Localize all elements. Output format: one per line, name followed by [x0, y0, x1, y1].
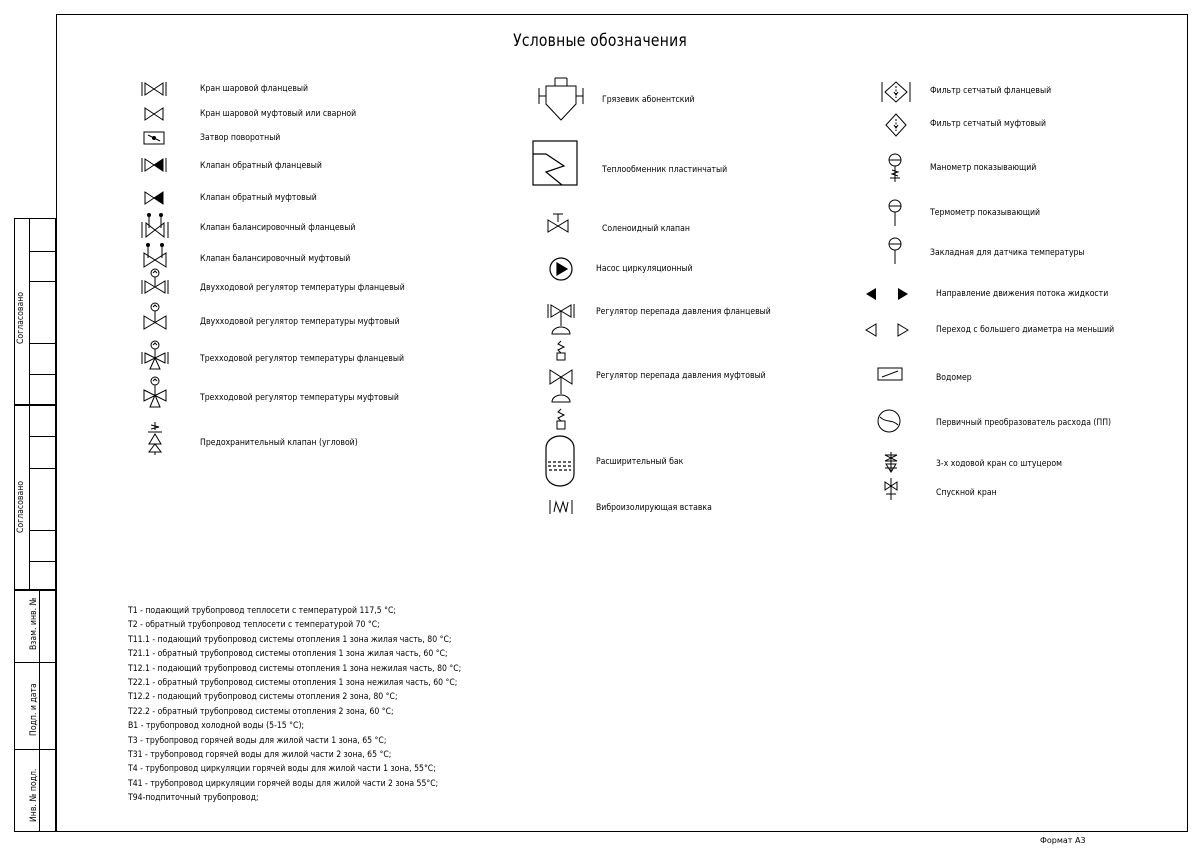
legend-label: Двухходовой регулятор температуры фланцевый — [200, 283, 405, 293]
legend-label: Расширительный бак — [596, 457, 684, 467]
legend-label: Виброизолирующая вставка — [596, 503, 712, 513]
drain-valve-icon — [882, 476, 900, 502]
dirt-trap-icon — [536, 76, 586, 124]
legend-label: Двухходовой регулятор температуры муфтовый — [200, 317, 400, 327]
note-line: Т2 - обратный трубопровод теплосети с температурой 70 °С; — [128, 620, 380, 631]
legend-label: Трехходовой регулятор температуры фланцевый — [200, 354, 404, 364]
legend-label: Переход с большего диаметра на меньший — [936, 325, 1115, 335]
legend-label: Спускной кран — [936, 488, 997, 498]
side-label-approved-1: Согласовано — [16, 292, 26, 344]
note-line: Т3 - трубопровод горячей воды для жилой части 1 зона, 65 °С; — [128, 735, 387, 746]
legend-label: Манометр показывающий — [930, 163, 1037, 173]
circulation-pump-icon — [548, 256, 574, 282]
note-line: В1 - трубопровод холодной воды (5-15 °С); — [128, 721, 305, 732]
three-way-temp-regulator-coupling-icon — [142, 376, 168, 410]
vibration-isolating-insert-icon — [548, 498, 574, 516]
note-line: Т41 - трубопровод циркуляции горячей воды для жилой части 2 зона 55°С; — [128, 778, 439, 789]
coupling-ball-valve-icon — [142, 106, 166, 122]
safety-valve-angle-icon — [144, 420, 166, 456]
three-way-temp-regulator-flanged-icon — [140, 340, 170, 372]
legend-label: Предохранительный клапан (угловой) — [200, 438, 358, 448]
legend-label: Кран шаровой муфтовый или сварной — [200, 109, 357, 119]
legend-label: Насос циркуляционный — [596, 264, 693, 274]
note-line: Т22.1 - обратный трубопровод системы отопления 1 зона нежилая часть, 60 °С; — [128, 678, 458, 689]
note-line: Т31 - трубопровод горячей воды для жилой части 2 зона, 65 °С; — [128, 750, 392, 761]
solenoid-valve-icon — [546, 212, 570, 234]
legend-label: Клапан обратный муфтовый — [200, 193, 317, 203]
three-way-valve-fitting-icon — [882, 450, 900, 474]
diff-pressure-regulator-flanged-icon — [544, 300, 578, 362]
side-label-replace-inv: Взам. инв. № — [29, 597, 39, 650]
sheet-format: Формат А3 — [1040, 836, 1086, 845]
legend-label: Первичный преобразователь расхода (ПП) — [936, 418, 1112, 428]
coupling-check-valve-icon — [142, 190, 166, 206]
mesh-filter-flanged-icon — [880, 80, 912, 104]
thermometer-icon — [884, 198, 906, 228]
legend-label: Термометр показывающий — [930, 208, 1041, 218]
legend-label: Закладная для датчика температуры — [930, 248, 1085, 258]
side-label-sign-date: Подп. и дата — [29, 683, 39, 736]
note-line: Т12.1 - подающий трубопровод системы отопления 1 зона нежилая часть, 80 °С; — [128, 663, 462, 674]
two-way-temp-regulator-coupling-icon — [142, 302, 168, 332]
note-line: Т12.2 - подающий трубопровод системы отопления 2 зона, 80 °С; — [128, 692, 398, 703]
diff-pressure-regulator-coupling-icon — [544, 364, 578, 432]
legend-label: Фильтр сетчатый фланцевый — [930, 86, 1052, 96]
legend-label: Соленоидный клапан — [602, 224, 690, 234]
legend-label: Клапан обратный фланцевый — [200, 161, 322, 171]
legend-label: Фильтр сетчатый муфтовый — [930, 119, 1047, 129]
legend-label: Теплообменник пластинчатый — [602, 165, 728, 175]
note-line: Т94-подпиточный трубопровод; — [128, 793, 259, 804]
coupling-balancing-valve-icon — [140, 242, 170, 270]
plate-heat-exchanger-icon — [532, 140, 578, 186]
note-line: Т1 - подающий трубопровод теплосети с температурой 117,5 °С; — [128, 606, 396, 616]
flanged-check-valve-icon — [140, 156, 168, 174]
sheet-title: Условные обозначения — [513, 31, 687, 51]
pipeline-notes — [128, 604, 516, 806]
pressure-gauge-icon — [884, 152, 906, 184]
mesh-filter-coupling-icon — [884, 112, 908, 138]
side-label-approved-2: Согласовано — [16, 481, 26, 533]
flanged-ball-valve-icon — [140, 80, 168, 98]
water-meter-icon — [876, 366, 904, 382]
legend-label: Клапан балансировочный фланцевый — [200, 223, 356, 233]
butterfly-valve-icon — [142, 130, 166, 146]
legend-label: Регулятор перепада давления муфтовый — [596, 371, 766, 381]
legend-label: Кран шаровой фланцевый — [200, 84, 309, 94]
legend-label: Затвор поворотный — [200, 133, 281, 143]
two-way-temp-regulator-flanged-icon — [140, 268, 170, 296]
legend-label: Клапан балансировочный муфтовый — [200, 254, 351, 264]
flow-direction-arrows-icon — [862, 286, 912, 302]
flanged-balancing-valve-icon — [140, 212, 170, 240]
note-line: Т11.1 - подающий трубопровод системы отопления 1 зона жилая часть, 80 °С; — [128, 634, 452, 645]
legend-label: Регулятор перепада давления фланцевый — [596, 307, 771, 317]
note-line: Т21.1 - обратный трубопровод системы отопления 1 зона жилая часть, 60 °С; — [128, 649, 448, 660]
note-line: Т22.2 - обратный трубопровод системы отопления 2 зона, 60 °С; — [128, 706, 394, 717]
legend-label: Водомер — [936, 373, 972, 383]
legend-label: Грязевик абонентский — [602, 95, 695, 105]
legend-label: Трехходовой регулятор температуры муфтовый — [200, 393, 399, 403]
legend-label: Направление движения потока жидкости — [936, 289, 1109, 299]
expansion-tank-icon — [544, 434, 576, 488]
legend-label: 3-х ходовой кран со штуцером — [936, 459, 1062, 469]
diameter-reducer-icon — [862, 322, 912, 338]
flow-transducer-icon — [876, 408, 902, 434]
temp-sensor-sleeve-icon — [884, 236, 906, 266]
side-label-inv-orig: Инв. № подл. — [29, 768, 39, 822]
note-line: Т4 - трубопровод циркуляции горячей воды для жилой части 1 зона, 55°С; — [128, 764, 436, 775]
